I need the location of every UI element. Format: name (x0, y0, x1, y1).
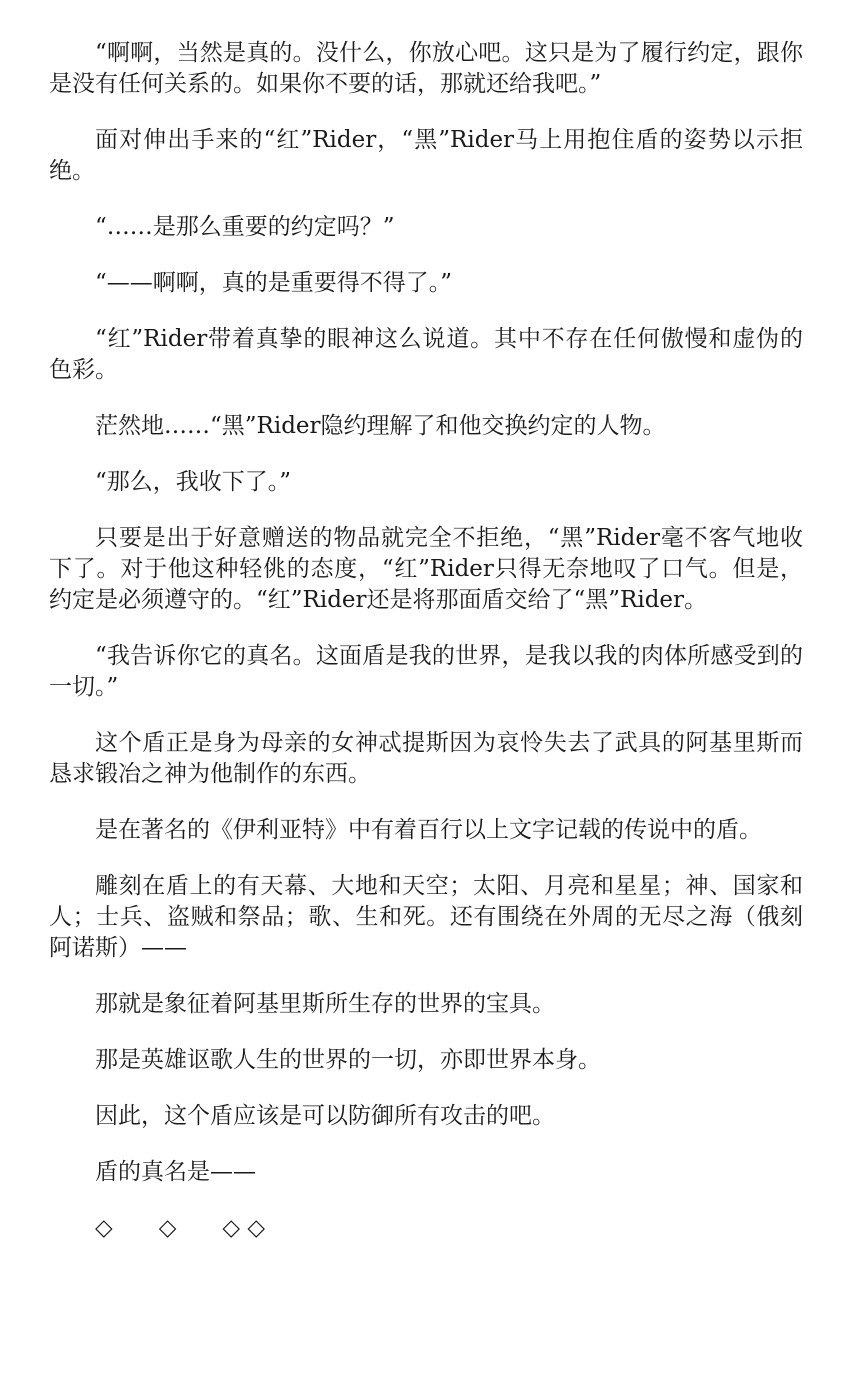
paragraph: 只要是出于好意赠送的物品就完全不拒绝，“黑”Rider毫不客气地收下了。对于他这种轻佻的态度，“红”Rider只得无奈地叹了口气。但是，约定是必须遵守的。“红”Rider还是将那面盾交给了“黑”Rider。 (49, 525, 803, 613)
document-page (49, 38, 803, 1244)
paragraph: “——啊啊，真的是重要得不得了。” (95, 270, 453, 296)
paragraph: “啊啊，当然是真的。没什么，你放心吧。这只是为了履行约定，跟你是没有任何关系的。如果你不要的话，那就还给我吧。” (49, 40, 803, 97)
paragraph: 那是英雄讴歌人生的世界的一切，亦即世界本身。 (95, 1047, 601, 1073)
paragraph: “那么，我收下了。” (95, 469, 292, 495)
paragraph: “我告诉你它的真名。这面盾是我的世界，是我以我的肉体所感受到的一切。” (49, 643, 803, 700)
paragraph: 雕刻在盾上的有天幕、大地和天空；太阳、月亮和星星；神、国家和人；士兵、盗贼和祭品；歌、生和死。还有围绕在外周的无尽之海（俄刻阿诺斯）—— (49, 873, 803, 961)
paragraph: 那就是象征着阿基里斯所生存的世界的宝具。 (95, 991, 555, 1017)
paragraph: 面对伸出手来的“红”Rider，“黑”Rider马上用抱住盾的姿势以示拒绝。 (49, 127, 803, 184)
paragraph: 盾的真名是—— (95, 1159, 256, 1185)
paragraph: 茫然地……“黑”Rider隐约理解了和他交换约定的人物。 (95, 413, 666, 439)
paragraph: “……是那么重要的约定吗？” (95, 214, 395, 240)
paragraph: 这个盾正是身为母亲的女神忒提斯因为哀怜失去了武具的阿基里斯而恳求锻冶之神为他制作的东西。 (49, 730, 803, 787)
paragraph: 是在著名的《伊利亚特》中有着百行以上文字记载的传说中的盾。 (95, 817, 762, 843)
paragraph: “红”Rider带着真挚的眼神这么说道。其中不存在任何傲慢和虚伪的色彩。 (49, 326, 803, 383)
paragraph: 因此，这个盾应该是可以防御所有攻击的吧。 (95, 1103, 555, 1129)
section-divider: ◇ ◇ ◇ ◇ (95, 1215, 266, 1241)
